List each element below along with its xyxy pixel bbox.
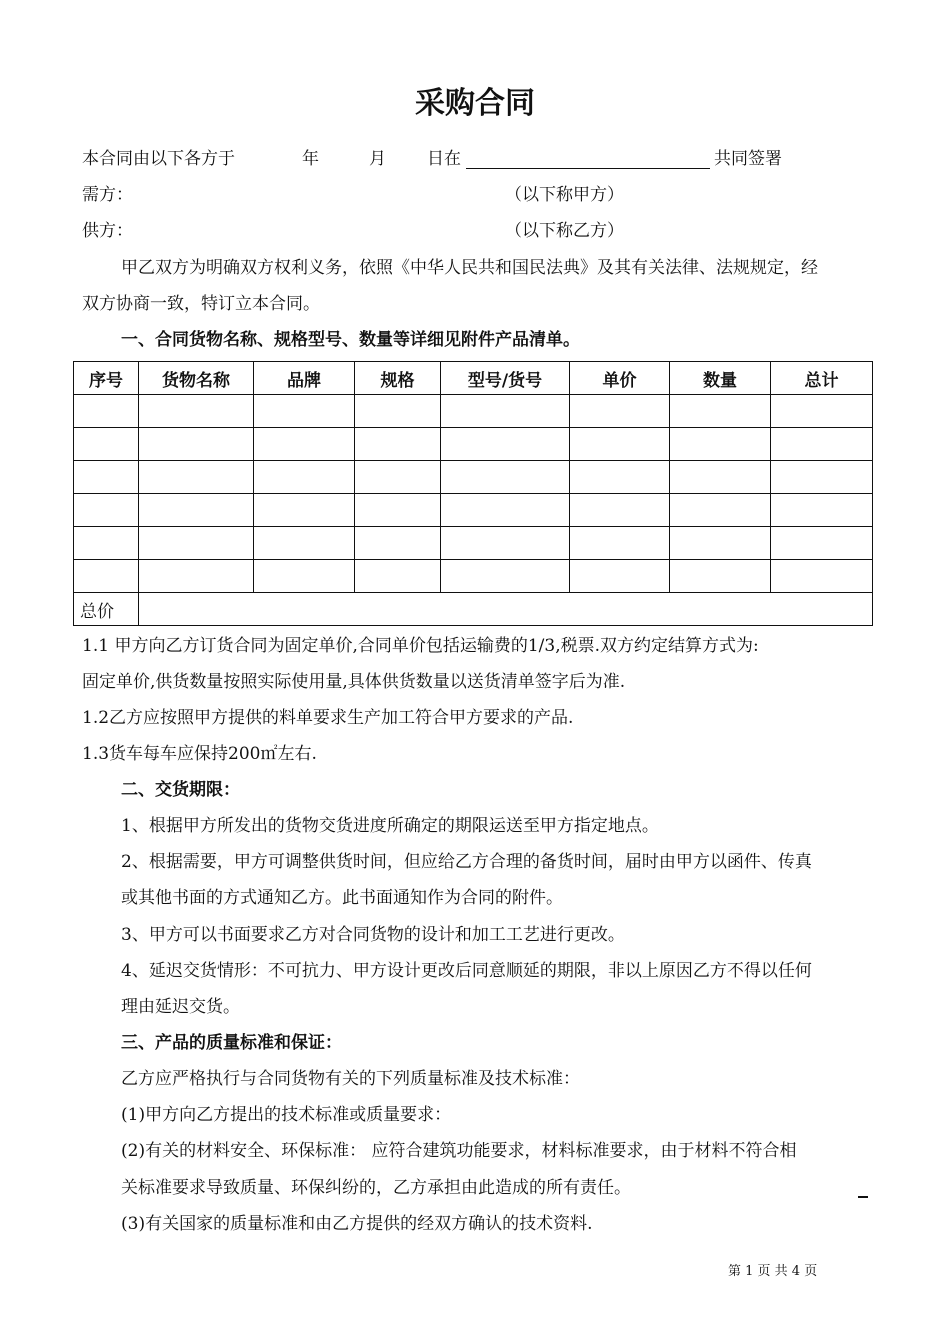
preamble-line1: 甲乙双方为明确双方权利义务，依照《中华人民共和国民法典》及其有关法律、法规规定，经 <box>121 258 818 278</box>
intro-year: 年 <box>302 149 319 169</box>
table-cell[interactable] <box>441 494 570 527</box>
table-cell[interactable] <box>570 494 670 527</box>
section2-item2-line1: 2、根据需要，甲方可调整供货时间，但应给乙方合理的备货时间，届时由甲方以函件、传真 <box>121 852 812 872</box>
table-cell[interactable] <box>570 461 670 494</box>
table-cell[interactable] <box>355 461 441 494</box>
table-cell[interactable] <box>570 395 670 428</box>
table-cell[interactable] <box>139 494 254 527</box>
goods-table <box>73 361 873 626</box>
table-cell[interactable] <box>74 560 139 593</box>
table-header-row <box>74 362 873 395</box>
section2-item2-line2: 或其他书面的方式通知乙方。此书面通知作为合同的附件。 <box>121 888 563 908</box>
section3-item2-line1: (2)有关的材料安全、环保标准： 应符合建筑功能要求，材料标准要求，由于材料不符合相 <box>121 1141 797 1161</box>
intro-suffix: 共同签署 <box>714 149 782 169</box>
table-header: 品牌 <box>254 362 355 395</box>
clause-1-3: 1.3货车每车应保持200㎡左右. <box>82 744 317 764</box>
table-cell[interactable] <box>139 428 254 461</box>
total-value-cell[interactable] <box>139 593 873 626</box>
table-cell[interactable] <box>355 560 441 593</box>
table-cell[interactable] <box>254 395 355 428</box>
table-header: 单价 <box>570 362 670 395</box>
table-cell[interactable] <box>254 494 355 527</box>
section1-heading: 一、合同货物名称、规格型号、数量等详细见附件产品清单。 <box>121 330 580 350</box>
table-cell[interactable] <box>355 527 441 560</box>
intro-day: 日在 <box>427 149 461 169</box>
table-cell[interactable] <box>441 461 570 494</box>
table-cell[interactable] <box>74 461 139 494</box>
table-cell[interactable] <box>670 428 771 461</box>
intro-month: 月 <box>369 149 386 169</box>
table-cell[interactable] <box>74 527 139 560</box>
intro-prefix: 本合同由以下各方于 <box>82 149 235 169</box>
table-row <box>74 494 873 527</box>
table-cell[interactable] <box>74 494 139 527</box>
table-header: 规格 <box>355 362 441 395</box>
section2-heading: 二、交货期限： <box>121 780 240 800</box>
table-cell[interactable] <box>570 428 670 461</box>
table-cell[interactable] <box>139 461 254 494</box>
seller-note: （以下称乙方） <box>505 221 624 241</box>
section3-item1: (1)甲方向乙方提出的技术标准或质量要求： <box>121 1105 452 1125</box>
table-header: 总计 <box>771 362 873 395</box>
table-cell[interactable] <box>771 527 873 560</box>
table-row <box>74 461 873 494</box>
table-cell[interactable] <box>441 428 570 461</box>
table-cell[interactable] <box>355 494 441 527</box>
table-cell[interactable] <box>254 527 355 560</box>
total-label: 总价 <box>74 593 139 626</box>
table-cell[interactable] <box>570 527 670 560</box>
table-row <box>74 428 873 461</box>
section3-item2-line2: 关标准要求导致质量、环保纠纷的，乙方承担由此造成的所有责任。 <box>121 1178 631 1198</box>
clause-1-1-line2: 固定单价,供货数量按照实际使用量,具体供货数量以送货清单签字后为准. <box>82 672 626 692</box>
section2-item1: 1、根据甲方所发出的货物交货进度所确定的期限运送至甲方指定地点。 <box>121 816 659 836</box>
clause-1-1-line1: 1.1 甲方向乙方订货合同为固定单价,合同单价包括运输费的1/3,税票.双方约定结算方式为: <box>82 636 759 656</box>
section2-item4-line1: 4、延迟交货情形：不可抗力、甲方设计更改后同意顺延的期限，非以上原因乙方不得以任何 <box>121 961 812 981</box>
signing-place-blank[interactable] <box>466 150 710 169</box>
section3-intro: 乙方应严格执行与合同货物有关的下列质量标准及技术标准： <box>121 1069 580 1089</box>
table-cell[interactable] <box>441 527 570 560</box>
table-cell[interactable] <box>139 395 254 428</box>
table-cell[interactable] <box>74 428 139 461</box>
table-cell[interactable] <box>355 395 441 428</box>
buyer-note: （以下称甲方） <box>505 185 624 205</box>
table-header: 型号/货号 <box>441 362 570 395</box>
section2-item3: 3、甲方可以书面要求乙方对合同货物的设计和加工工艺进行更改。 <box>121 925 625 945</box>
table-cell[interactable] <box>441 560 570 593</box>
table-cell[interactable] <box>771 395 873 428</box>
table-cell[interactable] <box>670 395 771 428</box>
table-header: 货物名称 <box>139 362 254 395</box>
table-cell[interactable] <box>254 461 355 494</box>
table-header: 序号 <box>74 362 139 395</box>
table-cell[interactable] <box>771 494 873 527</box>
stray-mark <box>858 1196 868 1198</box>
seller-label: 供方： <box>82 221 133 241</box>
section3-item3: (3)有关国家的质量标准和由乙方提供的经双方确认的技术资料. <box>121 1214 593 1234</box>
table-cell[interactable] <box>670 494 771 527</box>
table-cell[interactable] <box>670 527 771 560</box>
table-cell[interactable] <box>254 560 355 593</box>
table-cell[interactable] <box>670 461 771 494</box>
table-cell[interactable] <box>139 560 254 593</box>
table-row <box>74 560 873 593</box>
table-row <box>74 527 873 560</box>
section2-item4-line2: 理由延迟交货。 <box>121 997 240 1017</box>
page-title: 采购合同 <box>415 86 535 121</box>
table-cell[interactable] <box>254 428 355 461</box>
table-cell[interactable] <box>771 560 873 593</box>
table-header: 数量 <box>670 362 771 395</box>
page-number: 第 1 页 共 4 页 <box>728 1264 818 1279</box>
table-row <box>74 395 873 428</box>
table-cell[interactable] <box>74 395 139 428</box>
buyer-label: 需方： <box>82 185 133 205</box>
clause-1-2: 1.2乙方应按照甲方提供的料单要求生产加工符合甲方要求的产品. <box>82 708 574 728</box>
table-cell[interactable] <box>771 461 873 494</box>
table-cell[interactable] <box>355 428 441 461</box>
preamble-line2: 双方协商一致，特订立本合同。 <box>82 294 320 314</box>
table-total-row <box>74 593 873 626</box>
table-cell[interactable] <box>441 395 570 428</box>
section3-heading: 三、产品的质量标准和保证： <box>121 1033 342 1053</box>
table-cell[interactable] <box>570 560 670 593</box>
table-cell[interactable] <box>139 527 254 560</box>
table-cell[interactable] <box>670 560 771 593</box>
table-cell[interactable] <box>771 428 873 461</box>
